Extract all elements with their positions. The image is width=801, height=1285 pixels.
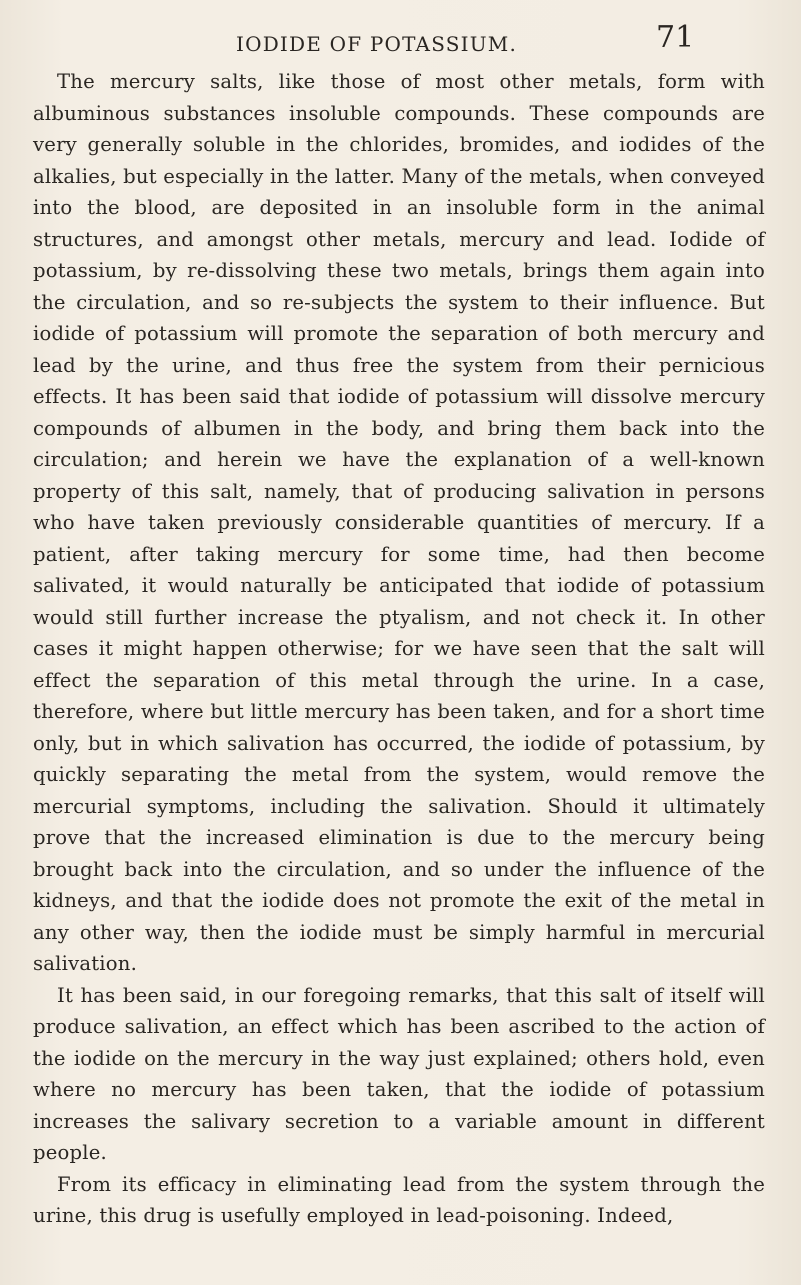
- body-text: [33, 66, 765, 1232]
- page-number: 71: [656, 20, 695, 55]
- paragraph-lead-poisoning: From its efficacy in eliminating lead from the system through the urine, this drug is usefully employed in lead-poisoning. Indeed,: [33, 1172, 765, 1227]
- paragraph-mercury-salts: The mercury salts, like those of most other metals, form with albuminous substances insoluble compounds. These compounds are very generally soluble in the chlorides, bromides, and iodides of the alkalies, but especially in the latter. Many of the metals, when conveyed into the blood, are deposited in an insoluble form in the animal structures, and amongst other metals, mercury and lead. Iodide of potassium, by re-dissolving these two metals, brings them again into the circulation, and so re-subjects the system to their influence. But iodide of potassium will promote the separation of both mercury and lead by the urine, and thus free the system from their pernicious effects. It has been said that iodide of potassium will dissolve mercury compounds of albumen in the body, and bring them back into the circulation; and herein we have the explanation of a well-known property of this salt, namely, that of producing salivation in persons who have taken previously considerable quantities of mercury. If a patient, after taking mercury for some time, had then become salivated, it would naturally be anticipated that iodide of potassium would still further increase the ptyalism, and not check it. In other cases it might happen otherwise; for we have seen that the salt will effect the separation of this metal through the urine. In a case, therefore, where but little mercury has been taken, and for a short time only, but in which salivation has occurred, the iodide of potassium, by quickly separating the metal from the system, would remove the mercurial symptoms, including the salivation. Should it ultimately prove that the increased elimination is due to the mercury being brought back into the circulation, and so under the influence of the kidneys, and that the iodide does not promote the exit of the metal in any other way, then the iodide must be simply harmful in mercurial salivation.: [33, 70, 765, 975]
- running-head: IODIDE OF POTASSIUM.: [236, 32, 518, 56]
- paragraph-salivation: It has been said, in our foregoing remarks, that this salt of itself will produce salivation, an effect which has been ascribed to the action of the iodide on the mercury in the way just explained; others hold, even where no mercury has been taken, that the iodide of potassium increases the salivary secretion to a variable amount in different people.: [33, 983, 765, 1164]
